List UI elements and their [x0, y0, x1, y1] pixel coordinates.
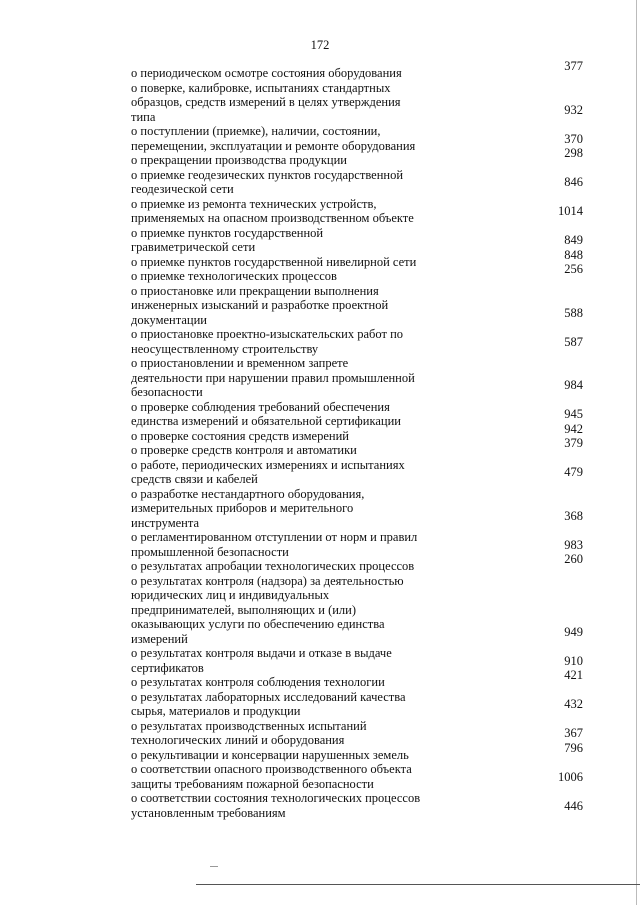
- index-entry: [0, 400, 640, 429]
- entry-title-line: оказывающих услуги по обеспечению единства: [131, 617, 385, 631]
- entry-title-line: о разработке нестандартного оборудования,: [131, 486, 365, 501]
- entry-title: [131, 443, 441, 458]
- entry-title-line: о приемке пунктов государственной нивелирной сети: [131, 254, 417, 269]
- scan-bottom-edge: [196, 884, 640, 885]
- entry-title-line: о поступлении (приемке), наличии, состоянии,: [131, 124, 381, 138]
- entry-title-line: неосуществленному строительству: [131, 341, 319, 356]
- entry-title: [131, 226, 441, 255]
- index-entry: [0, 791, 640, 820]
- index-entry: [0, 762, 640, 791]
- index-entry: [0, 574, 640, 647]
- entry-title-line: о результатах лабораторных исследований качества: [131, 689, 406, 704]
- entry-page-number: 848: [564, 247, 583, 262]
- entry-page-number: 298: [564, 146, 583, 160]
- entry-page-number: 588: [564, 305, 583, 320]
- entry-title-line: о рекультивации и консервации нарушенных земель: [131, 747, 409, 762]
- entry-title: [131, 762, 441, 791]
- entry-title-line: защиты требованиям пожарной безопасности: [131, 776, 374, 791]
- entry-title-line: технологических линий и оборудования: [131, 733, 345, 747]
- index-entry: [0, 487, 640, 531]
- entry-title-line: инструмента: [131, 515, 200, 530]
- entry-title-line: о соответствии состояния технологических процессов: [131, 791, 421, 805]
- entry-title-line: предпринимателей, выполняющих и (или): [131, 602, 357, 617]
- entry-page-number: 421: [564, 668, 583, 682]
- entry-title-line: применяемых на опасном производственном объекте: [131, 211, 414, 225]
- entry-page-number: 587: [564, 334, 583, 349]
- entry-title: [131, 124, 441, 153]
- entry-page-number: 910: [564, 653, 583, 668]
- entry-page-number: 945: [564, 407, 583, 421]
- entry-title-line: типа: [131, 109, 156, 124]
- entry-title-line: измерений: [131, 631, 188, 646]
- entry-title: [131, 559, 441, 574]
- index-entry: [0, 197, 640, 226]
- entry-title-line: безопасности: [131, 385, 203, 399]
- entry-title: [131, 168, 441, 197]
- entry-title-line: о результатах контроля (надзора) за деятельностью: [131, 573, 404, 588]
- index-entry: [0, 124, 640, 153]
- entry-title-line: о приостановлении и временном запрете: [131, 356, 349, 370]
- entry-title: [131, 574, 441, 647]
- index-entry: [0, 690, 640, 719]
- entry-title: [131, 530, 441, 559]
- entry-title-line: о поверке, калибровке, испытаниях стандартных: [131, 80, 391, 95]
- entry-title-line: деятельности при нарушении правил промышленной: [131, 370, 415, 385]
- entry-title-line: сертификатов: [131, 660, 204, 675]
- entry-title-line: сырья, материалов и продукции: [131, 704, 301, 718]
- page-number: 172: [310, 38, 330, 52]
- index-entry: [0, 530, 640, 559]
- entry-title: [131, 400, 441, 429]
- entry-title: [131, 284, 441, 328]
- entry-title-line: документации: [131, 312, 207, 327]
- entry-page-number: 949: [564, 624, 583, 639]
- index-entry: [0, 552, 640, 574]
- entry-title-line: о проверке средств контроля и автоматики: [131, 443, 357, 457]
- index-entry: [0, 81, 640, 125]
- scan-mark: [210, 866, 218, 867]
- entry-title-line: о приемке геодезических пунктов государственной: [131, 167, 404, 182]
- entry-title: [131, 791, 441, 820]
- entry-page-number: 479: [564, 465, 583, 479]
- entry-title-line: о приостановке проектно-изыскательских работ по: [131, 327, 404, 341]
- entry-page-number: 368: [564, 508, 583, 523]
- entry-page-number: 984: [564, 378, 583, 392]
- entry-page-number: 1014: [558, 204, 583, 218]
- entry-title-line: образцов, средств измерений в целях утверждения: [131, 95, 401, 109]
- entry-page-number: 796: [564, 740, 583, 755]
- entry-title-line: средств связи и кабелей: [131, 472, 258, 486]
- entry-title-line: о приемке технологических процессов: [131, 269, 337, 283]
- entry-title-line: о прекращении производства продукции: [131, 153, 347, 167]
- entry-title: [131, 646, 441, 675]
- entry-title-line: о соответствии опасного производственного объекта: [131, 762, 412, 776]
- entry-title: [131, 458, 441, 487]
- index-entry: [0, 284, 640, 328]
- entry-title: [131, 719, 441, 748]
- entry-title-line: о результатах производственных испытаний: [131, 718, 367, 733]
- entry-page-number: 846: [564, 175, 583, 189]
- entry-title-line: юридических лиц и индивидуальных: [131, 588, 330, 602]
- entry-title-line: о работе, периодических измерениях и испытаниях: [131, 457, 405, 472]
- entry-page-number: 432: [564, 697, 583, 711]
- entry-title-line: инженерных изысканий и разработке проектной: [131, 298, 389, 312]
- entry-title: [131, 748, 441, 763]
- index-list: [0, 59, 640, 820]
- entry-title-line: перемещении, эксплуатации и ремонте оборудования: [131, 138, 416, 153]
- entry-title: [131, 675, 441, 690]
- entry-title: [131, 356, 441, 400]
- entry-page-number: 446: [564, 798, 583, 813]
- entry-title-line: геодезической сети: [131, 182, 234, 196]
- entry-page-number: 256: [564, 262, 583, 276]
- entry-page-number: 849: [564, 233, 583, 247]
- entry-title: [131, 153, 441, 168]
- entry-title-line: о результатах апробации технологических процессов: [131, 559, 415, 573]
- entry-title: [131, 487, 441, 531]
- index-entry: [0, 168, 640, 197]
- entry-title-line: установленным требованиям: [131, 805, 286, 820]
- index-entry: [0, 436, 640, 458]
- entry-title: [131, 690, 441, 719]
- entry-title: [131, 66, 441, 81]
- index-entry: [0, 226, 640, 255]
- index-entry: [0, 262, 640, 284]
- entry-page-number: 260: [564, 552, 583, 566]
- entry-page-number: 370: [564, 131, 583, 146]
- entry-page-number: 367: [564, 726, 583, 740]
- entry-page-number: 379: [564, 436, 583, 450]
- entry-title-line: гравиметрической сети: [131, 240, 256, 254]
- entry-page-number: 377: [564, 59, 583, 73]
- entry-title-line: промышленной безопасности: [131, 544, 289, 559]
- entry-page-number: 942: [564, 421, 583, 436]
- entry-title: [131, 197, 441, 226]
- index-entry: [0, 356, 640, 400]
- entry-title-line: о приемке пунктов государственной: [131, 225, 324, 240]
- entry-title-line: о проверке соблюдения требований обеспечения: [131, 399, 390, 414]
- entry-page-number: 983: [564, 537, 583, 552]
- entry-title-line: о периодическом осмотре состояния оборудования: [131, 66, 402, 80]
- entry-title: [131, 327, 441, 356]
- entry-page-number: 1006: [558, 769, 583, 784]
- entry-title-line: о результатах контроля соблюдения технологии: [131, 675, 385, 689]
- index-entry: [0, 668, 640, 690]
- index-entry: [0, 327, 640, 356]
- entry-title: [131, 81, 441, 125]
- entry-title-line: о приемке из ремонта технических устройств,: [131, 196, 377, 211]
- index-entry: [0, 458, 640, 487]
- entry-page-number: 932: [564, 102, 583, 117]
- index-entry: [0, 719, 640, 748]
- index-entry: [0, 146, 640, 168]
- entry-title-line: о регламентированном отступлении от норм и правил: [131, 530, 418, 544]
- index-entry: [0, 59, 640, 81]
- index-entry: [0, 646, 640, 675]
- entry-title-line: о проверке состояния средств измерений: [131, 428, 349, 443]
- entry-title: [131, 255, 441, 270]
- entry-title-line: измерительных приборов и мерительного: [131, 501, 354, 515]
- entry-title: [131, 429, 441, 444]
- entry-title-line: единства измерений и обязательной сертификации: [131, 414, 401, 428]
- entry-title-line: о результатах контроля выдачи и отказе в выдаче: [131, 646, 392, 660]
- entry-title: [131, 269, 441, 284]
- entry-title-line: о приостановке или прекращении выполнения: [131, 283, 379, 298]
